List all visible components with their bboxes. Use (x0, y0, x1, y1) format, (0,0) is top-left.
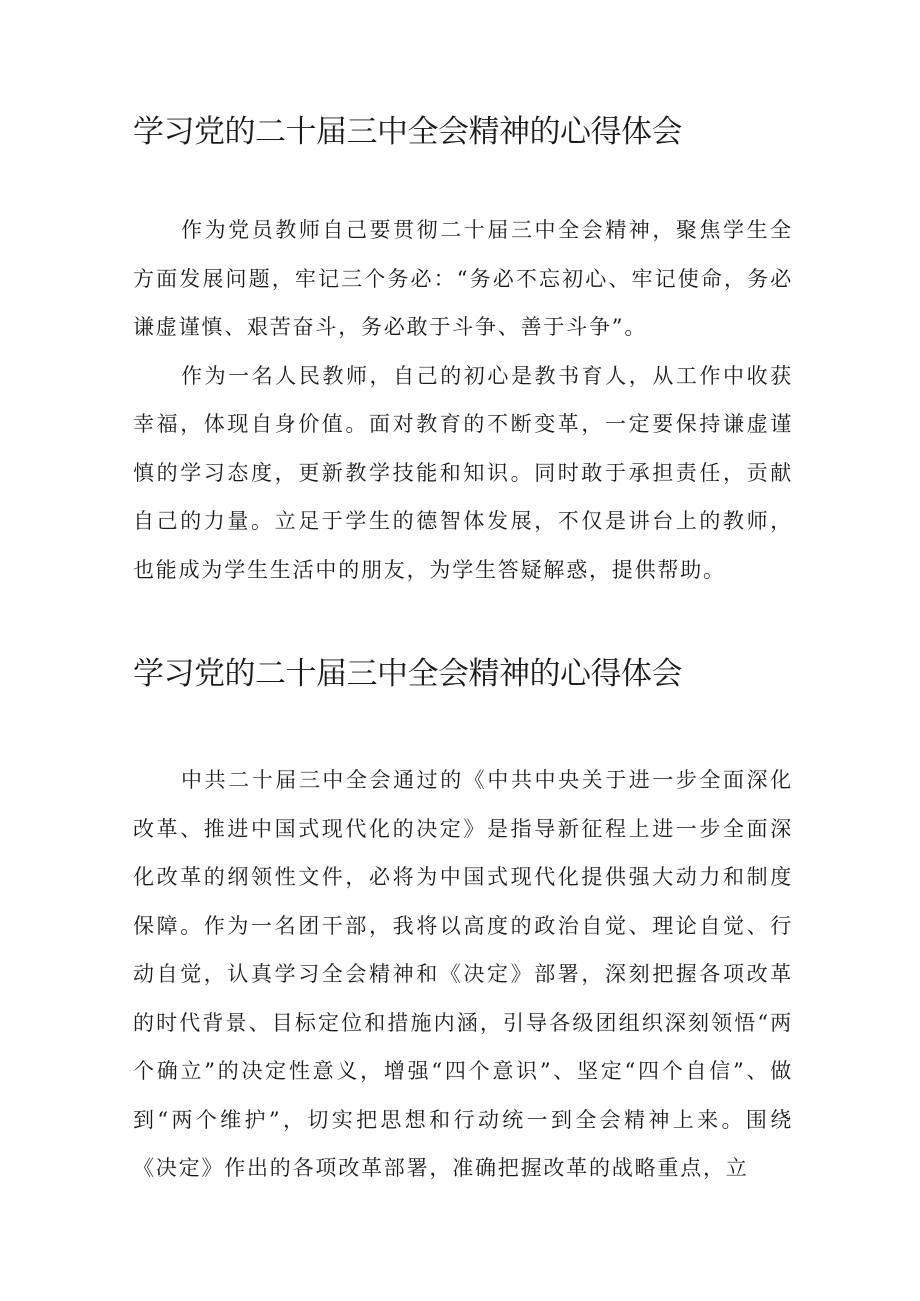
article-body (133, 756, 793, 1193)
article-body (133, 206, 793, 594)
article-section-2 (133, 650, 793, 1193)
article-section-1 (133, 108, 793, 594)
paragraph: 作为党员教师自己要贯彻二十届三中全会精神，聚焦学生全方面发展问题，牢记三个务必：“务必不忘初心、牢记使命，务必谦虚谨慎、艰苦奋斗，务必敢于斗争、善于斗争”。 (133, 218, 793, 339)
paragraph: 作为一名人民教师，自己的初心是教书育人，从工作中收获幸福，体现自身价值。面对教育的不断变革，一定要保持谦虚谨慎的学习态度，更新教学技能和知识。同时敢于承担责任，贡献自己的力量。立足于学生的德智体发展，不仅是讲台上的教师，也能成为学生生活中的朋友，为学生答疑解惑，提供帮助。 (133, 363, 793, 582)
paragraph: 中共二十届三中全会通过的《中共中央关于进一步全面深化改革、推进中国式现代化的决定》是指导新征程上进一步全面深化改革的纲领性文件，必将为中国式现代化提供强大动力和制度保障。作为一名团干部，我将以高度的政治自觉、理论自觉、行动自觉，认真学习全会精神和《决定》部署，深刻把握各项改革的时代背景、目标定位和措施内涵，引导各级团组织深刻领悟“两个确立”的决定性意义，增强“四个意识”、坚定“四个自信”、做到“两个维护”，切实把思想和行动统一到全会精神上来。围绕《决定》作出的各项改革部署，准确把握改革的战略重点，立 (133, 768, 793, 1180)
article-title: 学习党的二十届三中全会精神的心得体会 (133, 114, 682, 150)
article-title: 学习党的二十届三中全会精神的心得体会 (133, 656, 682, 692)
